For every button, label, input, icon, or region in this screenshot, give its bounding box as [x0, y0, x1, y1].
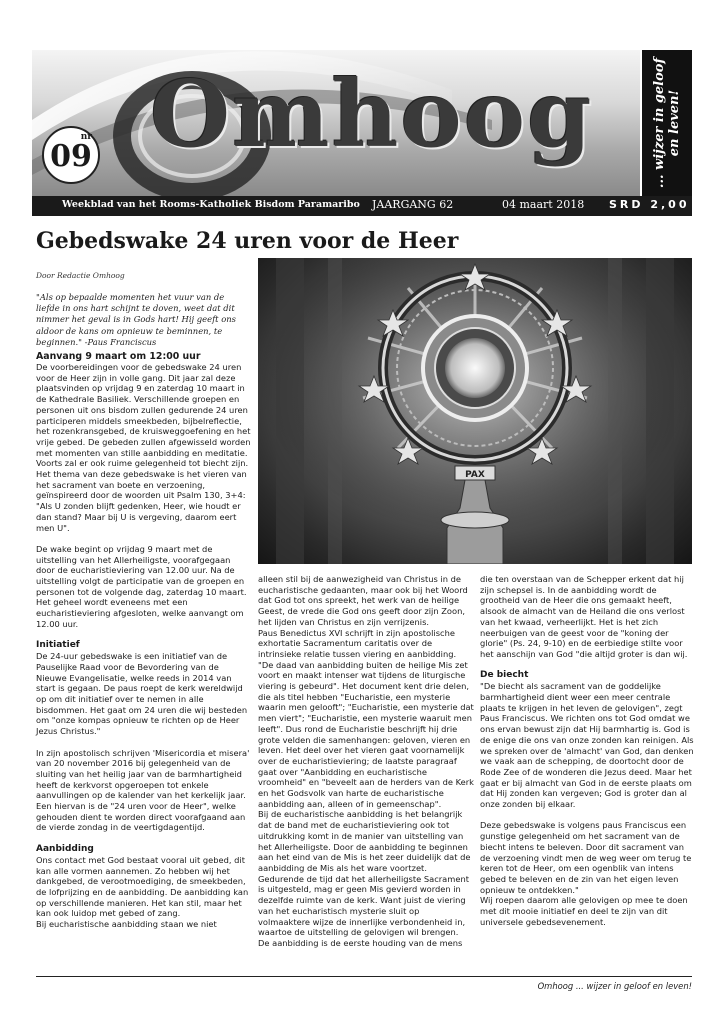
info-bar — [32, 196, 692, 216]
paragraph: De 24-uur gebedswake is een initiatief van de Pauselijke Raad voor de Bevordering van de Nieuwe Evangelisatie, welke reeds in 2014 van start is gegaan. De paus roept de kerk wereldwijd op om dit initiatief over te nemen in alle bisdommen. Het gaat om 24 uren die wij besteden om "onze kompas opnieuw te richten op de Heer Jezus Christus." — [36, 651, 248, 737]
paragraph: In zijn apostolisch schrijven 'Misericordia et misera' van 20 november 2016 bij gelegenheid van de sluiting van het heilig jaar van de barmhartigheid heeft de kerkvorst opgeroepen tot enkele aanvullingen op de kalender van het kerkelijk jaar. Een hiervan is de "24 uren voor de Heer", welke gehouden dient te worden direct voorafgaand aan de vierde zondag in de veertigdagentijd. — [36, 747, 250, 833]
paragraph: Bij eucharistische aanbidding staan we niet — [36, 919, 217, 930]
tagline: ... wijzer in geloof en leven! — [652, 57, 682, 189]
issue-number-badge — [42, 126, 100, 184]
article-column-3 — [480, 574, 694, 927]
paragraph: Ons contact met God bestaat vooral uit gebed, dit kan alle vormen aannemen. Zo hebben wij het dankgebed, de verootmoediging, de smeekbeden, de lofprijzing en de aanbidding. De aanbidding kan op verschillende manieren. Het kan stil, maar het kan ook luidop met gebed of zang. — [36, 854, 249, 919]
masthead-logo: Omhoog — [150, 60, 594, 168]
intro-quote: "Als op bepaalde momenten het vuur van de liefde in ons hart schijnt te doven, weet dat dit nimmer het geval is in Gods hart! Hij geeft ons aldoor de kans om opnieuw te beminnen, te beginnen." -Paus Franciscus — [36, 292, 236, 347]
paragraph: Deze gebedswake is volgens paus Franciscus een gunstige gelegenheid om het sacrament van de biecht intens te beleven. Door dit sacrament van de verzoening vindt men de weg weer om terug te keren tot de Heer, om een ogenblik van intens gebed te beleven en de zin van het eigen leven opnieuw te ontdekken." — [480, 820, 692, 895]
article-column-2 — [258, 574, 474, 949]
paragraph: alleen stil bij de aanwezigheid van Christus in de eucharistische gedaanten, maar ook bij het Woord dat God tot ons spreekt, het werk van de heilige Geest, de vrede die God ons geeft door zijn Zoon, het lijden van Christus en zijn verrijzenis. — [258, 574, 468, 627]
article-byline: Door Redactie Omhoog — [36, 271, 125, 280]
publication-subtitle: Weekblad van het Rooms-Katholiek Bisdom Paramaribo — [62, 199, 360, 210]
tagline-box — [642, 50, 692, 196]
paragraph: "De biecht als sacrament van de goddelijke barmhartigheid dient weer een meer centrale plaats te krijgen in het leven de gelovigen", zegt Paus Franciscus. We richten ons tot God omdat we ons ervan bewust zijn dat Hij barmhartig is. God is de enige die ons van onze zonden kan reinigen. Als we spreken over de 'almacht' van God, dan denken we vaak aan de schepping, de doortocht door de Rode Zee of de wonderen die Jezus deed. Maar het gaat er bij almacht van God in de eerste plaats om dat Hij zonden kan vergeven; God is groter dan al onze zonden bij elkaar. — [480, 681, 694, 810]
paragraph: De wake begint op vrijdag 9 maart met de uitstelling van het Allerheiligste, voorafgegaan door de eucharistieviering van 12.00 uur. Na de uitstelling volgt de participatie van de groepen en personen tot de volgende dag, zaterdag 10 maart. Het geheel wordt eveneens met een eucharistieviering afgesloten, welke aanvangt om 12.00 uur. — [36, 543, 247, 629]
article-headline: Gebedswake 24 uren voor de Heer — [36, 228, 459, 254]
paragraph: Bij de eucharistische aanbidding is het belangrijk dat de band met de eucharistieviering ook tot uitdrukking komt in de manier van uitstelling van het Allerheiligste. Door de aanbidding te beginnen aan het eind van de Mis is het zeer duidelijk dat de aanbidding de Mis als het ware voortzet. Gedurende de tijd dat het allerheiligste Sacrament is uitgesteld, mag er geen Mis gevierd worden in dezelfde ruimte van de kerk. Want juist de viering van het eucharistisch mysterie sluit op volmaaktere wijze de innerlijke verbondenheid in, waartoe de uitstelling de gelovigen wil brengen. — [258, 809, 471, 938]
monstrance-photo — [258, 258, 692, 564]
paragraph: De aanbidding is de eerste houding van de mens — [258, 937, 463, 948]
section-heading-biecht: De biecht — [480, 670, 529, 681]
issue-number: 09 — [50, 139, 92, 174]
issue-date: 04 maart 2018 — [502, 198, 585, 211]
paragraph: Paus Benedictus XVI schrijft in zijn apostolische exhortatie Sacramentum caritatis over de intrinsieke relatie tussen viering en aanbidding. "De daad van aanbidding buiten de heilige Mis zet voort en maakt intenser wat tijdens de liturgische viering is gebeurd". Het document kent drie delen, die als titel hebben "Eucharistie, een mysterie waarin men gelooft"; "Eucharistie, een mysterie dat men viert"; "Eucharistie, een mysterie waaruit men leeft". Dus rond de Eucharistie beschrijft hij drie grote velden die samenhangen: geloven, vieren en leven. Het deel over het vieren gaat voornamelijk over de eucharistieviering; de laatste paragraaf gaat over "Aanbidding en eucharistische vroomheid" en "beveelt aan de herders van de Kerk en het Godsvolk van harte de eucharistische aanbidding aan, alleen of in gemeenschap". — [258, 627, 474, 809]
issue-label: nr — [80, 132, 92, 142]
section-heading-aanbidding: Aanbidding — [36, 843, 94, 854]
footer-divider — [36, 976, 692, 977]
masthead — [32, 50, 640, 196]
volume-label: JAARGANG 62 — [372, 198, 454, 211]
article-column-1 — [36, 351, 251, 930]
paragraph: Wij roepen daarom alle gelovigen op mee te doen met dit mooie initiatief en deel te zijn van dit universele gebedsevenement. — [480, 895, 688, 927]
section-heading-aanvang: Aanvang 9 maart om 12:00 uur — [36, 351, 201, 362]
section-heading-initiatief: Initiatief — [36, 640, 80, 651]
paragraph: De voorbereidingen voor de gebedswake 24 uren voor de Heer zijn in volle gang. Dit jaar zal deze plaatsvinden op vrijdag 9 en zaterdag 10 maart in de Kathedrale Basiliek. Verschillende groepen en personen uit ons bisdom zullen gedurende 24 uren participeren middels smeekbeden, bijbelreflectie, het rozenkransgebed, de kruisweggoefening en het vrije gebed. De gebeden zullen afgewisseld worden met momenten van stille aanbidding en meditatie. Voorts zal er ook ruime gelegenheid tot biecht zijn. Het thema van deze gebedswake is het vieren van het sacrament van boete en verzoening, geïnspireerd door de woorden uit Psalm 130, 3+4: "Als U zonden blijft gedenken, Heer, wie houdt er dan stand? Maar bij U is vergeving, daarom eert men U". — [36, 362, 251, 533]
monstrance-illustration — [258, 258, 692, 564]
price: SRD 2,00 — [609, 198, 690, 211]
pax-label: PAX — [465, 470, 485, 480]
footer-tagline: Omhoog ... wijzer in geloof en leven! — [537, 981, 692, 991]
paragraph: die ten overstaan van de Schepper erkent dat hij zijn schepsel is. In de aanbidding wordt de grootheid van de Heer die ons gemaakt heeft, alsook de almacht van de Heiland die ons verlost van het kwaad, verheerlijkt. Het is het zich neerbuigen van de geest voor de "koning der glorie" (Ps. 24, 9-10) en de eerbiedige stilte voor het aanschijn van God "die altijd groter is dan wij. — [480, 574, 688, 659]
host-window — [445, 338, 505, 398]
